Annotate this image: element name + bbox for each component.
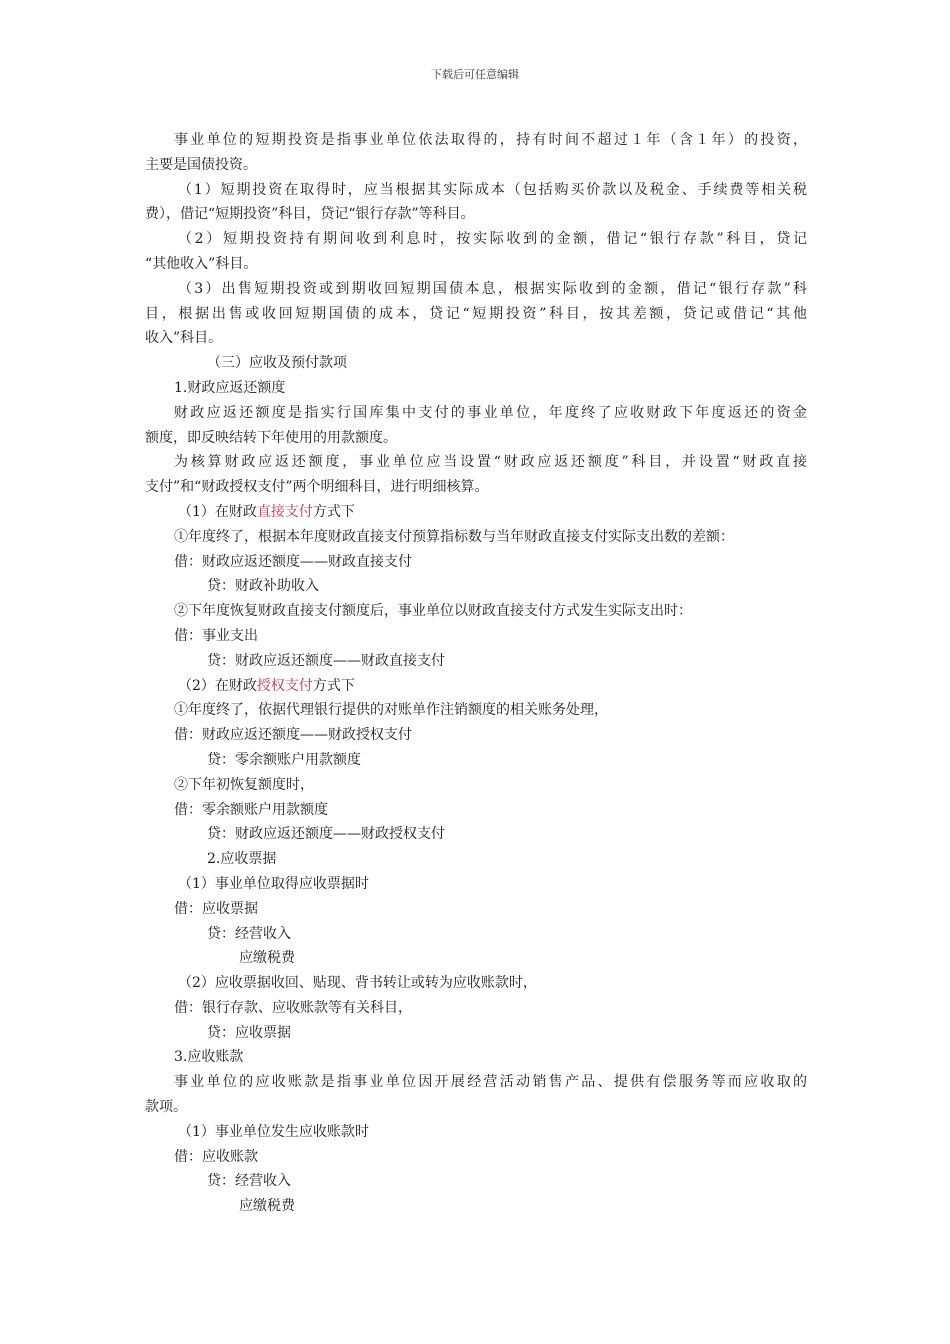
text-line: ①年度终了，根据本年度财政直接支付预算指标数与当年财政直接支付实际支出数的差额： [174,528,734,545]
text-line: 费），借记“短期投资”科目，贷记“银行存款”等科目。 [145,206,475,223]
text-line: 3.应收账款 [174,1049,244,1066]
highlighted-term: 直接支付 [256,503,313,520]
text-line: 贷：财政补助收入 [207,578,319,595]
text-line: 事业单位的应收账款是指事业单位因开展经营活动销售产品、提供有偿服务等而应收取的 [174,1074,807,1091]
text-line: 应缴税费 [239,950,295,967]
text-line: “其他收入”科目。 [145,255,258,272]
highlighted-term: 授权支付 [256,677,313,694]
text-line: 1.财政应返还额度 [174,379,286,396]
text-line: （1）短期投资在取得时，应当根据其实际成本（包括购买价款以及税金、手续费等相关税 [178,181,807,198]
text-line: 借：财政应返还额度——财政授权支付 [174,727,412,744]
text-line: ①年度终了，依据代理银行提供的对账单作注销额度的相关账务处理， [174,702,608,719]
document-body [145,128,807,1219]
page-header: 下载后可任意编辑 [431,68,519,81]
text-line: 目，根据出售或收回短期国债的成本，贷记“短期投资”科目，按其差额，贷记或借记“其他 [145,305,807,322]
text-line: （2）短期投资持有期间收到利息时，按实际收到的金额，借记“银行存款”科目，贷记 [178,231,807,248]
text-segment: （2）在财政 [178,677,257,694]
text-line: 借：零余额账户用款额度 [174,801,328,818]
text-line: 贷：财政应返还额度——财政授权支付 [207,826,445,843]
text-line: 借：财政应返还额度——财政直接支付 [174,553,412,570]
text-segment: （1）在财政 [178,503,257,520]
text-line: 支付”和“财政授权支付”两个明细科目，进行明细核算。 [145,479,489,496]
text-line: 收入”科目。 [145,330,223,347]
text-line: 贷：应收票据 [207,1024,291,1041]
text-line [145,500,807,525]
text-line: （1）事业单位发生应收账款时 [178,1123,369,1140]
text-segment: 方式下 [312,503,355,520]
text-line: 贷：经营收入 [207,1173,291,1190]
text-line: 贷：零余额账户用款额度 [207,751,361,768]
text-line: 2.应收票据 [207,851,277,868]
text-line: （2）应收票据收回、贴现、背书转让或转为应收账款时， [178,975,537,992]
text-line: 应缴税费 [239,1198,295,1215]
text-line: ②下年初恢复额度时， [174,776,314,793]
text-line: 额度，即反映结转下年使用的用款额度。 [145,429,397,446]
text-line: 款项。 [145,1099,187,1116]
text-line: 事业单位的短期投资是指事业单位依法取得的，持有时间不超过１年（含１年）的投资， [174,132,807,148]
text-line: 为核算财政应返还额度，事业单位应当设置“财政应返还额度”科目，并设置“财政直接 [174,454,807,471]
text-segment: 方式下 [312,677,355,694]
text-line: 借：应收票据 [174,900,258,917]
text-line: 财政应返还额度是指实行国库集中支付的事业单位，年度终了应收财政下年度返还的资金 [174,404,807,421]
text-line: 主要是国债投资。 [145,156,257,173]
text-line: （1）事业单位取得应收票据时 [178,875,369,892]
text-line: ②下年度恢复财政直接支付额度后，事业单位以财政直接支付方式发生实际支出时： [174,603,692,620]
text-line: 借：事业支出 [174,627,258,644]
text-line: （3）出售短期投资或到期收回短期国债本息，根据实际收到的金额，借记“银行存款”科 [178,280,807,297]
text-line: 贷：财政应返还额度——财政直接支付 [207,652,445,669]
text-line: 借：应收账款 [174,1148,258,1165]
text-line: 借：银行存款、应收账款等有关科目， [174,999,412,1016]
text-line [145,674,807,699]
text-line: （三）应收及预付款项 [207,355,347,372]
text-line: 贷：经营收入 [207,925,291,942]
